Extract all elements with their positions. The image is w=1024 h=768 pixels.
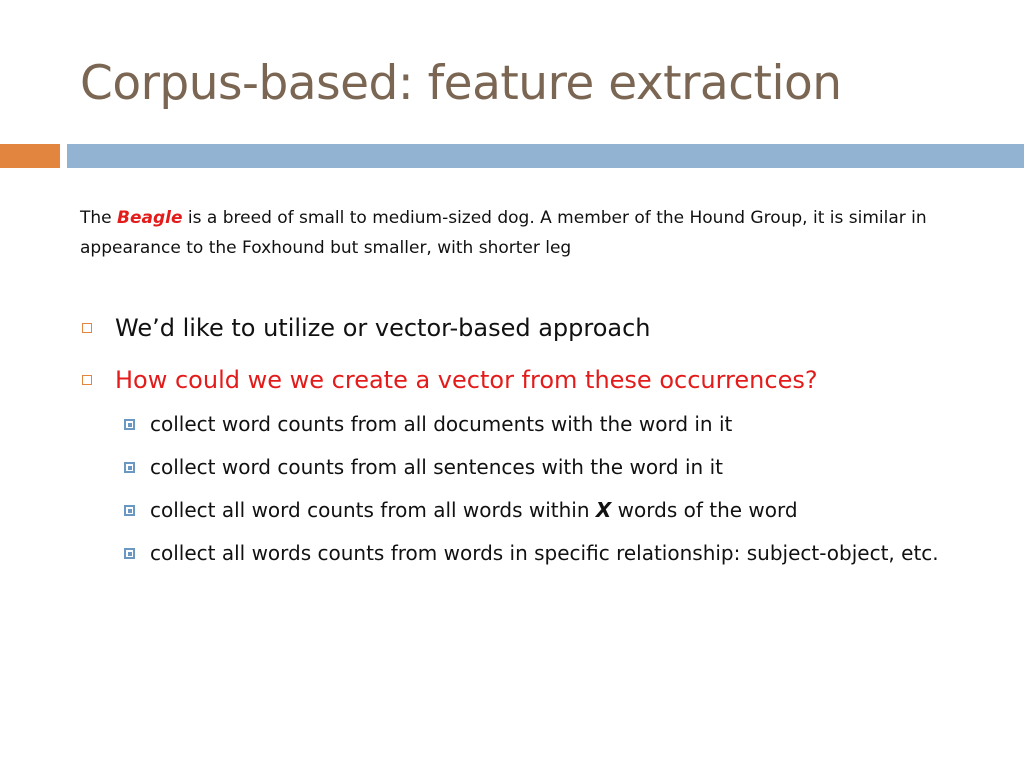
bullet-item-question (80, 360, 960, 400)
sub-bullet-text: collect word counts from all sentences with the word in it (150, 455, 723, 479)
sub-bullet-text-before: collect all word counts from all words within (150, 498, 596, 522)
sub-bullet-item (80, 451, 960, 484)
intro-rest: is a breed of small to medium-sized dog. A member of the Hound Group, it is similar in appearance to the Foxhound but smaller, with shorter leg (80, 208, 927, 258)
intro-paragraph (80, 203, 980, 263)
intro-highlight-beagle: Beagle (117, 208, 183, 228)
bullet-item (80, 308, 960, 348)
bullet-text: We’d like to utilize or vector-based approach (115, 314, 651, 342)
sub-bullet-text: collect all words counts from words in specific relationship: subject-object, etc. (150, 541, 939, 565)
sub-bullet-text-after: words of the word (611, 498, 798, 522)
filled-square-icon (124, 419, 135, 430)
intro-prefix: The (80, 208, 118, 228)
filled-square-icon (124, 505, 135, 516)
sub-bullet-list (80, 408, 960, 570)
variable-x: X (595, 498, 612, 522)
sub-bullet-item (80, 537, 960, 570)
filled-square-icon (124, 548, 135, 559)
accent-bar-blue (67, 144, 1024, 168)
sub-bullet-group (80, 408, 960, 570)
sub-bullet-text: collect word counts from all documents with the word in it (150, 412, 733, 436)
sub-bullet-item (80, 408, 960, 441)
bullet-text: How could we we create a vector from these occurrences? (115, 366, 818, 394)
filled-square-icon (124, 462, 135, 473)
hollow-square-icon (82, 375, 92, 385)
slide-title: Corpus-based: feature extraction (80, 56, 842, 111)
accent-bar-orange (0, 144, 60, 168)
sub-bullet-item (80, 494, 960, 527)
hollow-square-icon (82, 323, 92, 333)
bullet-list (80, 308, 960, 580)
